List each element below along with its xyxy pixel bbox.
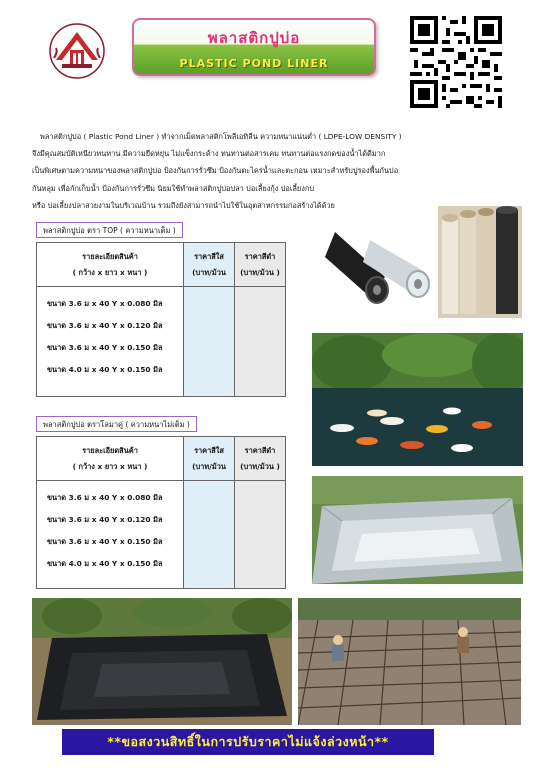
list-item: ขนาด 3.6 ม x 40 Y x 0.120 มิล xyxy=(47,321,163,330)
company-logo xyxy=(48,22,106,80)
title-english: PLASTIC POND LINER xyxy=(179,57,329,70)
photo-black-liner xyxy=(32,598,292,725)
price-notice-banner: **ขอสงวนสิทธิ์ในการปรับราคาไม่แจ้งล่วงหน้า** xyxy=(62,729,434,755)
table-row-descriptions xyxy=(37,481,184,589)
list-item: ขนาด 3.6 ม x 40 Y x 0.120 มิล xyxy=(47,515,163,524)
list-item: ขนาด 3.6 ม x 40 Y x 0.080 มิล xyxy=(47,493,163,502)
title-banner xyxy=(132,18,376,76)
title-thai: พลาสติกปูบ่อ xyxy=(207,29,301,47)
photo-koi-pond xyxy=(312,333,523,466)
list-item: ขนาด 3.6 ม x 40 Y x 0.150 มิล xyxy=(47,537,163,546)
clear-price-cell xyxy=(184,287,235,397)
header-black-price: ราคาสีดำ (บาท/ม้วน ) xyxy=(235,243,286,287)
intro-line: เป็นพิเศษตามความหนาของพลาสติกปูบ่อ ป้องกันการรั่วซึม ป้องกันตะไคร่น้ำและตะกอน เหมาะสำหรับปูรองพื้นกันบ่อ xyxy=(32,166,399,176)
table-title-top: พลาสติกปูบ่อ ตรา TOP ( ความหนาเต็ม ) xyxy=(36,222,183,238)
header-description: รายละเอียดสินค้า ( กว้าง x ยาว x หนา ) xyxy=(37,437,184,481)
header-description: รายละเอียดสินค้า ( กว้าง x ยาว x หนา ) xyxy=(37,243,184,287)
qr-code xyxy=(410,16,502,108)
photo-stacked-rolls xyxy=(438,206,522,318)
black-price-cell xyxy=(235,287,286,397)
header-clear-price: ราคาสีใส (บาท/ม้วน xyxy=(184,437,235,481)
list-item: ขนาด 4.0 ม x 40 Y x 0.150 มิล xyxy=(47,365,163,374)
list-item: ขนาด 3.6 ม x 40 Y x 0.150 มิล xyxy=(47,343,163,352)
intro-line: พลาสติกปูบ่อ ( Plastic Pond Liner ) ทำจากเม็ดพลาสติกโพลีเอทิลีน ความหนาแน่นต่ำ ( LDPE-LOW DENSITY ) xyxy=(40,132,402,141)
photo-plastic-rolls xyxy=(325,222,435,314)
intro-line: กันหลุม เพื่อกักเก็บน้ำ ป้องกันการรั่วซึม นิยมใช้ทำพลาสติกปูบ่อปลา บ่อเลี้ยงกุ้ง บ่อเลี้ยงกบ xyxy=(32,183,315,193)
intro-paragraph xyxy=(32,128,520,214)
photo-rebar-construction xyxy=(298,598,521,725)
table-title-dolphin: พลาสติกปูบ่อ ตราโลมาคู่ ( ความหนาไม่เต็ม ) xyxy=(36,416,197,432)
list-item: ขนาด 4.0 ม x 40 Y x 0.150 มิล xyxy=(47,559,163,568)
table-row-descriptions xyxy=(37,287,184,397)
price-table-dolphin xyxy=(36,436,286,589)
clear-price-cell xyxy=(184,481,235,589)
black-price-cell xyxy=(235,481,286,589)
intro-line: จึงมีคุณสมบัติเหนียวทนทาน มีความยืดหยุ่น ไม่แข็งกระด้าง ทนทานต่อสารเคม ทนทานต่อแรงกดของน้ำได้ดีมาก xyxy=(32,149,386,159)
header-black-price: ราคาสีดำ (บาท/ม้วน ) xyxy=(235,437,286,481)
price-table-top xyxy=(36,242,286,397)
intro-line: หรือ บ่อเลี้ยงปลาสวยงามในบริเวณบ้าน รวมถึงยังสามารถนำไปใช้ในอุตสาหกรรมก่อสร้างได้ด้วย xyxy=(32,200,335,210)
photo-lined-pond xyxy=(312,476,523,584)
list-item: ขนาด 3.6 ม x 40 Y x 0.080 มิล xyxy=(47,299,163,308)
header-clear-price: ราคาสีใส (บาท/ม้วน xyxy=(184,243,235,287)
